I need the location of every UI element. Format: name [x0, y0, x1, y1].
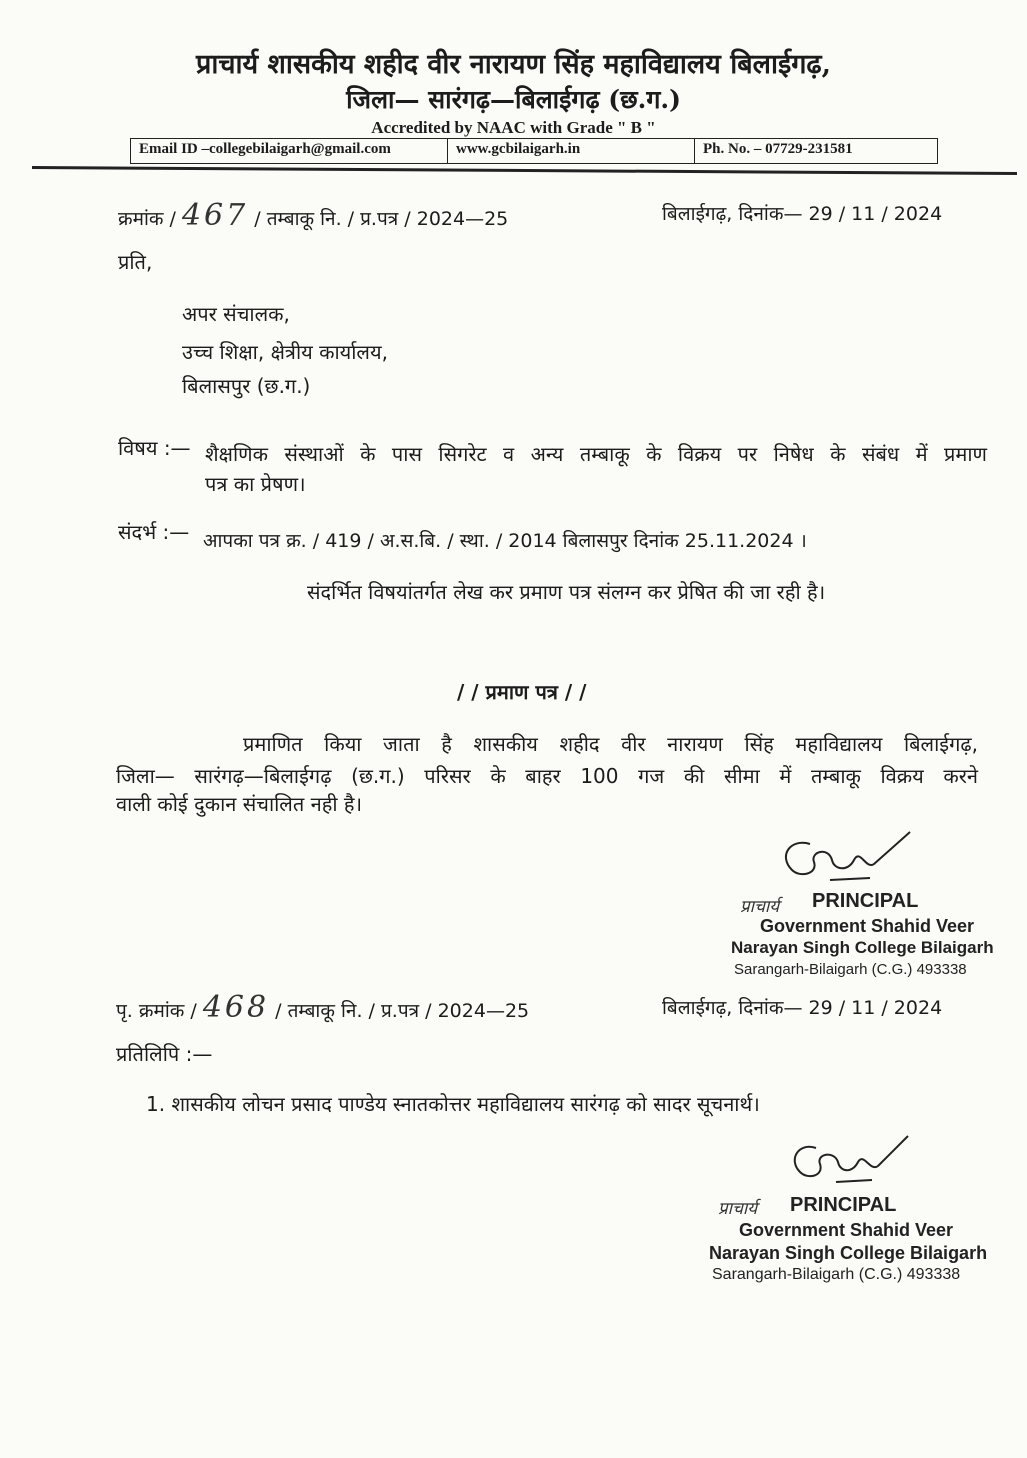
reference-text: आपका पत्र क्र. / 419 / अ.स.बि. / स्था. / 2014 बिलासपुर दिनांक 25.11.2024 ।: [203, 530, 807, 552]
header-divider: [32, 166, 1017, 175]
stamp-2-line-2: Narayan Singh College Bilaigarh: [709, 1243, 988, 1263]
certificate-line-2: जिला— सारंगढ़—बिलाईगढ़ (छ.ग.) परिसर के बाहर 100 गज की सीमा में तम्बाकू विक्रय करने: [116, 764, 978, 788]
certificate-title: / / प्रमाण पत्र / /: [457, 680, 587, 704]
copy-item-1: 1. शासकीय लोचन प्रसाद पाण्डेय स्नातकोत्तर महाविद्यालय सारंगढ़ को सादर सूचनार्थ।: [146, 1092, 760, 1116]
stamp-2-line-3: Sarangarh-Bilaigarh (C.G.) 493338: [712, 1266, 961, 1283]
certificate-line-3: वाली कोई दुकान संचालित नही है।: [116, 792, 363, 816]
phone-text: Ph. No. – 07729-231581: [703, 141, 853, 157]
ref-handwritten-number: 467: [181, 198, 249, 233]
copy-label: प्रतिलिपि :—: [116, 1042, 213, 1066]
stamp-2-title: PRINCIPAL: [790, 1194, 897, 1216]
accreditation-text: Accredited by NAAC with Grade " B ": [371, 118, 656, 137]
to-label: प्रति,: [118, 250, 153, 274]
signature-1: [770, 826, 920, 896]
subject-text-line-2: पत्र का प्रेषण।: [205, 472, 306, 496]
subject-label: विषय :—: [118, 436, 191, 460]
certificate-line-1: प्रमाणित किया जाता है शासकीय शहीद वीर नारायण सिंह महाविद्यालय बिलाईगढ़,: [243, 732, 978, 756]
place-date: बिलाईगढ़, दिनांक— 29 / 11 / 2024: [662, 203, 943, 225]
stamp-1-handwritten: प्राचार्य: [740, 897, 780, 917]
stamp-1-line-2: Narayan Singh College Bilaigarh: [731, 938, 994, 957]
subject-text-line-1: शैक्षणिक संस्थाओं के पास सिगरेट व अन्य तम्बाकू के विक्रय पर निषेध के संबंध में प्रमाण: [205, 442, 987, 466]
addressee-line-1: अपर संचालक,: [182, 302, 290, 326]
letterhead-title: प्राचार्य शासकीय शहीद वीर नारायण सिंह महाविद्यालय बिलाईगढ़,: [195, 49, 832, 80]
addressee-line-2: उच्च शिक्षा, क्षेत्रीय कार्यालय,: [182, 340, 388, 364]
reference-number-line: [118, 198, 508, 233]
copy-ref-suffix: / तम्बाकू नि. / प्र.पत्र / 2024—25: [275, 1000, 530, 1022]
stamp-1-line-3: Sarangarh-Bilaigarh (C.G.) 493338: [734, 961, 967, 978]
ref-prefix: क्रमांक /: [118, 208, 176, 230]
website-text: www.gcbilaigarh.in: [448, 139, 695, 163]
stamp-1-line-1: Government Shahid Veer: [760, 916, 975, 936]
letterhead-district: जिला— सारंगढ़—बिलाईगढ़ (छ.ग.): [346, 85, 681, 114]
email-text: Email ID –collegebilaigarh@gmail.com: [131, 139, 448, 163]
ref-suffix: / तम्बाकू नि. / प्र.पत्र / 2024—25: [254, 208, 509, 230]
reference-label: संदर्भ :—: [118, 520, 190, 544]
copy-reference-line: [116, 990, 529, 1025]
stamp-2-handwritten: प्राचार्य: [718, 1199, 758, 1219]
stamp-1-title: PRINCIPAL: [812, 890, 919, 912]
addressee-line-3: बिलासपुर (छ.ग.): [182, 374, 311, 398]
copy-place-date: बिलाईगढ़, दिनांक— 29 / 11 / 2024: [662, 997, 943, 1019]
copy-ref-prefix: पृ. क्रमांक /: [116, 1000, 197, 1022]
copy-ref-handwritten-number: 468: [202, 990, 270, 1025]
body-text: संदर्भित विषयांतर्गत लेख कर प्रमाण पत्र संलग्न कर प्रेषित की जा रही है।: [307, 580, 826, 604]
signature-2: [780, 1132, 920, 1196]
contact-bar: [130, 138, 938, 164]
stamp-2-line-1: Government Shahid Veer: [739, 1220, 954, 1240]
